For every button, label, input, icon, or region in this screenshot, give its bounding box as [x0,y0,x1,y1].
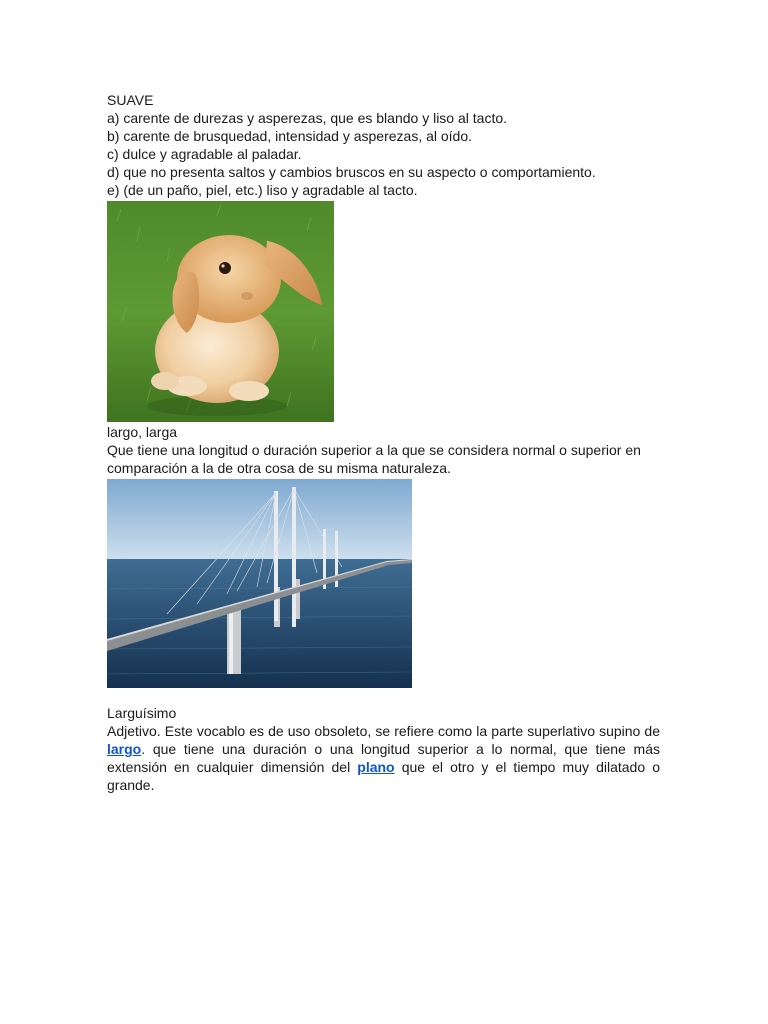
bridge-photo [107,479,412,688]
heading-larguisimo: Larguísimo [107,705,177,721]
link-plano[interactable]: plano [357,759,395,775]
definition-item-a: a) carente de durezas y asperezas, que es blando y liso al tacto. [107,110,508,126]
definition-item-d: d) que no presenta saltos y cambios bruscos en su aspecto o comportamiento. [107,164,596,180]
definition-text-part3: que el otro y el tiempo muy dilatado o grande. [107,759,660,793]
definition-item-e: e) (de un paño, piel, etc.) liso y agradable al tacto. [107,182,418,198]
definition-text-part2: . que tiene una duración o una longitud superior a lo normal, que tiene más extensión en cualquier dimensión del [107,741,660,775]
definition-item-b: b) carente de brusquedad, intensidad y asperezas, al oído. [107,128,473,144]
definition-item-c: c) dulce y agradable al paladar. [107,146,302,162]
definition-text-part1: Adjetivo. Este vocablo es de uso obsoleto, se refiere como la parte superlativo supino de [107,723,660,739]
heading-suave: SUAVE [107,92,154,108]
definition-largo: Que tiene una longitud o duración superior a la que se considera normal o superior en comparación a la de otra cosa de su misma naturaleza. [107,442,641,476]
link-largo[interactable]: largo [107,741,142,757]
rabbit-photo [107,201,334,422]
heading-largo: largo, larga [107,424,178,440]
document-page [107,91,660,794]
definition-larguisimo [107,722,660,794]
